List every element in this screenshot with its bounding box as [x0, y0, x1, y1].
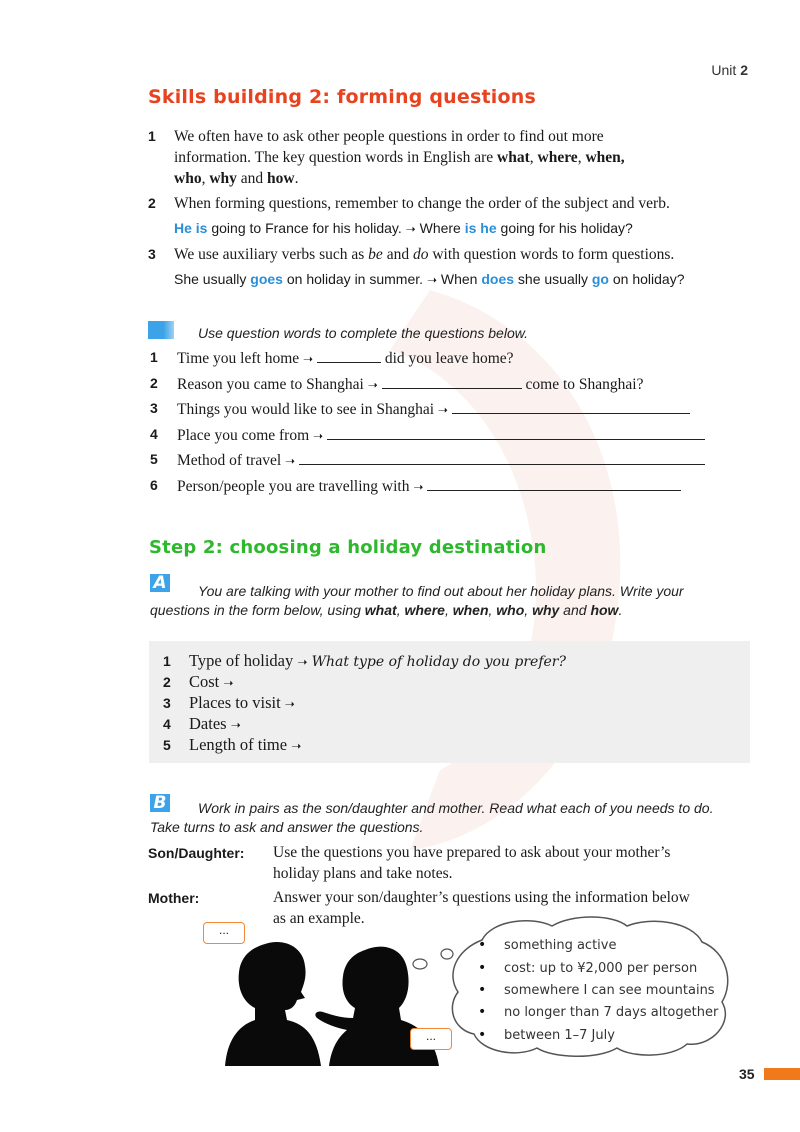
exercise-item: 2 Reason you came to Shanghai ➝ come to Shanghai? [150, 375, 644, 393]
exercise-item: 4 Place you come from ➝ [150, 425, 730, 447]
answer-blank[interactable] [327, 425, 705, 440]
section-b-instruction-line1: Work in pairs as the son/daughter and mother. Read what each of you needs to do. [198, 800, 714, 816]
arrow-icon: ➝ [413, 480, 424, 494]
arrow-icon: ➝ [437, 403, 448, 417]
form-row[interactable]: 2 Cost ➝ [163, 672, 234, 691]
exercise-item: 3 Things you would like to see in Shanghai ➝ [150, 399, 730, 421]
arrow-icon: ➝ [303, 352, 314, 366]
arrow-icon: ➝ [313, 429, 324, 443]
form-answer: What type of holiday do you prefer? [311, 654, 567, 670]
step2-heading: Step 2: choosing a holiday destination [149, 537, 547, 558]
section-a-instruction-line2: questions in the form below, using what, where, when, who, why and how. [150, 602, 623, 618]
watermark-graphic [190, 250, 670, 870]
answer-blank[interactable] [317, 348, 381, 363]
form-row[interactable]: 3 Places to visit ➝ [163, 693, 295, 712]
exercise-item: 1 Time you left home ➝ did you leave home? [150, 349, 514, 367]
skills-item-number: 2 [148, 195, 156, 211]
arrow-icon: ➝ [426, 273, 437, 287]
answer-blank[interactable] [427, 476, 681, 491]
form-row[interactable]: 4 Dates ➝ [163, 714, 241, 733]
section-b-instruction-line2: Take turns to ask and answer the questions. [150, 819, 424, 835]
skills-item-2-example: He is going to France for his holiday. ➝ Where is he going for his holiday? [174, 220, 633, 236]
page-number: 35 [739, 1066, 755, 1082]
exercise-item: 5 Method of travel ➝ [150, 450, 730, 472]
son-daughter-label: Son/Daughter: [148, 845, 245, 861]
arrow-icon: ➝ [297, 655, 308, 669]
exercise-icon [148, 321, 174, 339]
exercise-instruction: Use question words to complete the questions below. [198, 325, 528, 341]
answer-blank[interactable] [299, 450, 705, 465]
skills-item-2-text: When forming questions, remember to change the order of the subject and verb. [174, 195, 670, 212]
arrow-icon: ➝ [223, 676, 234, 690]
skills-item-3-text: We use auxiliary verbs such as be and do with question words to form questions. [174, 246, 675, 263]
arrow-icon: ➝ [285, 454, 296, 468]
arrow-icon: ➝ [405, 222, 416, 236]
mother-label: Mother: [148, 890, 200, 906]
skills-item-number: 1 [148, 128, 156, 144]
arrow-icon: ➝ [284, 697, 295, 711]
exercise-item: 6 Person/people you are travelling with ➝ [150, 476, 730, 498]
speech-bubble-right: ... [410, 1028, 452, 1050]
arrow-icon: ➝ [230, 718, 241, 732]
skills-heading: Skills building 2: forming questions [148, 86, 536, 108]
unit-label: Unit 2 [711, 62, 748, 78]
son-daughter-text: Use the questions you have prepared to ask about your mother’s holiday plans and take notes. [273, 844, 671, 882]
section-b-badge: B [150, 794, 170, 812]
section-a-instruction-line1: You are talking with your mother to find out about her holiday plans. Write your [198, 583, 684, 599]
mother-text: Answer your son/daughter’s questions using the information below as an example. [273, 889, 690, 927]
answer-blank[interactable] [452, 399, 690, 414]
skills-item-1-text: We often have to ask other people questions in order to find out more information. The key question words in English are what, where, when, who, why and how. [174, 128, 625, 187]
page-marker-bar [764, 1068, 800, 1080]
arrow-icon: ➝ [367, 378, 378, 392]
form-row[interactable]: 1 Type of holiday ➝ What type of holiday do you prefer? [163, 651, 567, 670]
skills-item-3-example: She usually goes on holiday in summer. ➝ When does she usually go on holiday? [174, 271, 685, 287]
form-row[interactable]: 5 Length of time ➝ [163, 735, 302, 754]
question-form [149, 641, 750, 763]
section-a-badge: A [150, 574, 170, 592]
arrow-icon: ➝ [291, 739, 302, 753]
speech-bubble-left: ... [203, 922, 245, 944]
skills-item-number: 3 [148, 246, 156, 262]
answer-blank[interactable] [382, 374, 522, 389]
